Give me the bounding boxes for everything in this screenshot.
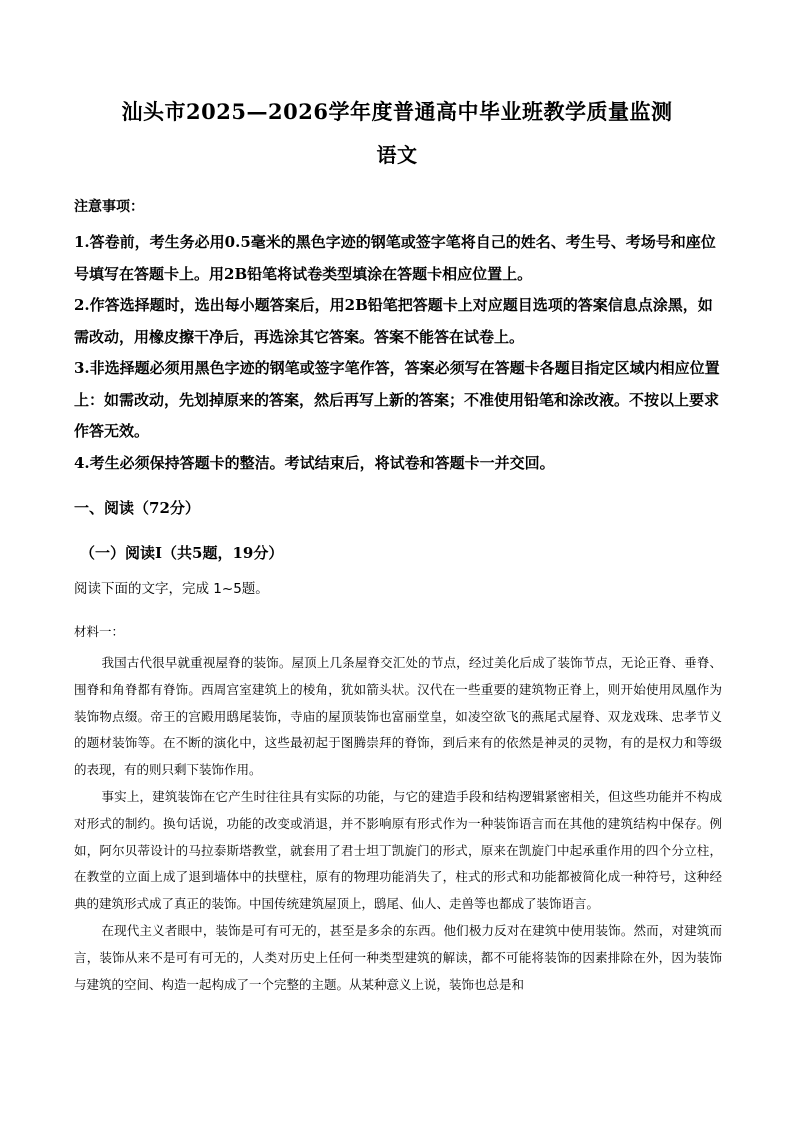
material-label: 材料一： [74, 624, 125, 639]
notes-list [74, 227, 724, 479]
sub-section-title: （一）阅读Ⅰ（共5题，19分） [80, 544, 284, 562]
paragraph: 在现代主义者眼中，装饰是可有可无的，甚至是多余的东西。他们极力反对在建筑中使用装饰。然而，对建筑而言，装饰从来不是可有可无的，人类对历史上任何一种类型建筑的解读，都不可能将装饰的因素排除在外，因为装饰与建筑的空间、构造一起构成了一个完整的主题。从某种意义上说，装饰也总是和 [74, 922, 722, 992]
subject-title: 语文 [376, 143, 418, 167]
note-item: 3.非选择题必须用黑色字迹的钢笔或签字笔作答，答案必须写在答题卡各题目指定区域内相应位置上：如需改动，先划掉原来的答案，然后再写上新的答案；不准使用铅笔和涂改液。不按以上要求作答无效。 [74, 359, 720, 440]
note-item: 4.考生必须保持答题卡的整洁。考试结束后，将试卷和答题卡一并交回。 [74, 453, 555, 472]
note-item: 1.答卷前，考生务必用0.5毫米的黑色字迹的钢笔或签字笔将自己的姓名、考生号、考场号和座位号填写在答题卡上。用2B铅笔将试卷类型填涂在答题卡相应位置上。 [74, 233, 716, 283]
paragraph: 我国古代很早就重视屋脊的装饰。屋顶上几条屋脊交汇处的节点，经过美化后成了装饰节点，无论正脊、垂脊、围脊和角脊都有脊饰。西周宫室建筑上的棱角，犹如箭头状。汉代在一些重要的建筑物正脊上，则开始使用凤凰作为装饰物点缀。帝王的宫殿用鸱尾装饰，寺庙的屋顶装饰也富丽堂皇，如凌空欲飞的燕尾式屋脊、双龙戏珠、忠孝节义的题材装饰等。在不断的演化中，这些最初起于图腾崇拜的脊饰，到后来有的依然是神灵的灵物，有的是权力和等级的表现，有的则只剩下装饰作用。 [74, 655, 722, 778]
material-text [74, 650, 722, 998]
exam-title: 汕头市2025—2026学年度普通高中毕业班教学质量监测 [121, 99, 673, 124]
paragraph: 事实上，建筑装饰在它产生时往往具有实际的功能，与它的建造手段和结构逻辑紧密相关，但这些功能并不构成对形式的制约。换句话说，功能的改变或消退，并不影响原有形式作为一种装饰语言而在其他的建筑结构中保存。例如，阿尔贝蒂设计的马拉泰斯塔教堂，就套用了君士坦丁凯旋门的形式，原来在凯旋门中起承重作用的四个分立柱，在教堂的立面上成了退到墙体中的扶壁柱，原有的物理功能消失了，柱式的形式和功能都被简化成一种符号，这种经典的建筑形式成了真正的装饰。中国传统建筑屋顶上，鸱尾、仙人、走兽等也都成了装饰语言。 [74, 788, 722, 912]
part-title: 一、阅读（72分） [74, 499, 200, 517]
notes-heading: 注意事项： [74, 199, 144, 215]
reading-instruction: 阅读下面的文字，完成 1~5题。 [74, 581, 269, 597]
note-item: 2.作答选择题时，选出每小题答案后，用2B铅笔把答题卡上对应题目选项的答案信息点涂黑，如需改动，用橡皮擦干净后，再选涂其它答案。答案不能答在试卷上。 [74, 296, 713, 346]
